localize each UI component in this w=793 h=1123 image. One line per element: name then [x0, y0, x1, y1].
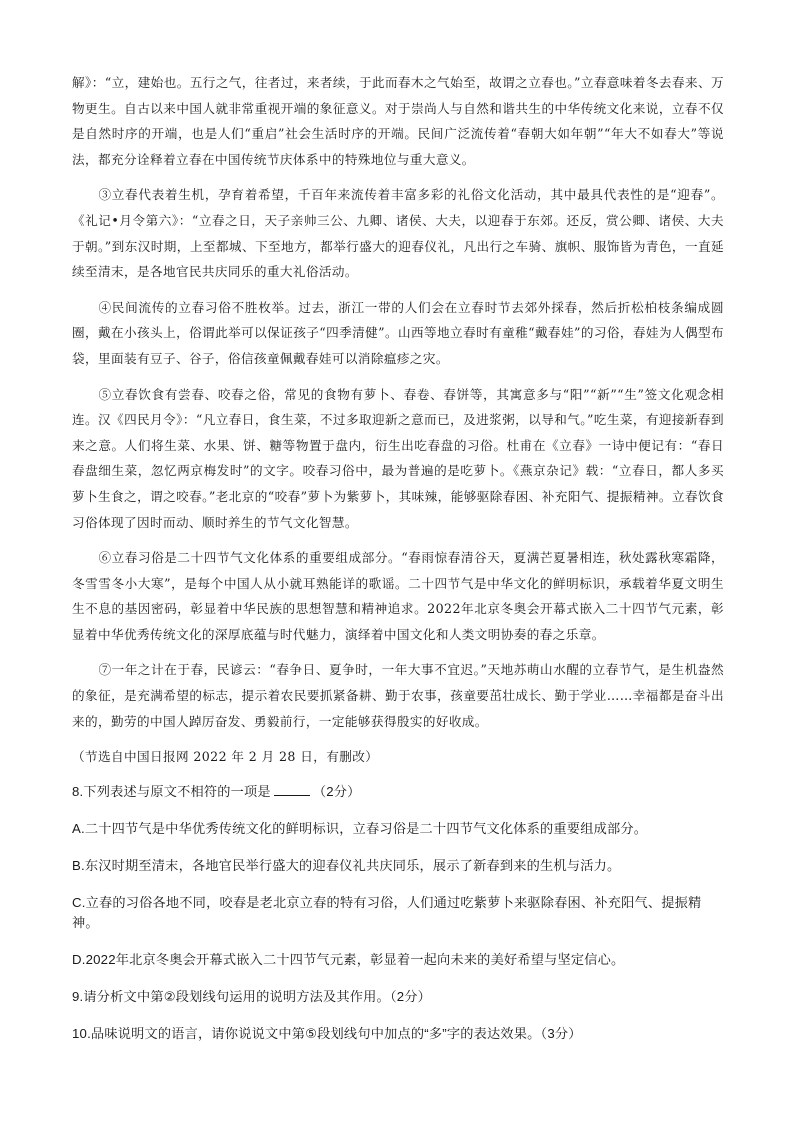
option-c: C.立春的习俗各地不同，咬春是老北京立春的特有习俗，人们通过吃紫萝卜来驱除春困、补充阳气、提振精神。: [72, 894, 702, 930]
option-b: B.东汉时期至清末，各地官民举行盛大的迎春仪礼共庆同乐，展示了新春到来的生机与活力。: [72, 857, 621, 873]
passage-paragraph-7: ⑦一年之计在于春，民谚云：“春争日、夏争时，一年大事不宜迟。”天地苏萌山水醒的立春节气，是生机盎然的象征，是充满希望的标志，提示着农民要抓紧备耕、勤于农事，孩童要茁壮成长、勤于学业……幸福都是奋斗出来的，勤劳的中国人踔厉奋发、勇毅前行，一定能够获得殷实的好收成。: [72, 662, 724, 729]
question-9: 9.请分析文中第②段划线句运用的说明方法及其作用。（2分）: [72, 988, 432, 1004]
passage: [72, 70, 724, 770]
questions: [72, 782, 724, 1044]
passage-paragraph-4: ④民间流传的立春习俗不胜枚举。过去，浙江一带的人们会在立春时节去郊外採春，然后折松柏枝条编成圆圈，戴在小孩头上，俗谓此举可以保证孩子“四季清健”。山西等地立春时有童稚“戴春娃”的习俗，春娃为人偶型布袋，里面装有豆子、谷子，俗信孩童佩戴春娃可以消除瘟疹之灾。: [72, 299, 724, 366]
question-8-stem: 8.下列表述与原文不相符的一项是: [72, 783, 271, 799]
option-d: D.2022年北京冬奥会开幕式嵌入二十四节气元素，彰显着一起向未来的美好希望与坚定信心。: [72, 951, 625, 967]
answer-blank[interactable]: [274, 783, 310, 796]
passage-paragraph-5: ⑤立春饮食有尝春、咬春之俗，常见的食物有萝卜、春卷、春饼等，其寓意多与“阳”“新”“生”签文化观念相连。汉《四民月令》：“凡立春日，食生菜，不过多取迎新之意而已，及进浆粥，以导和气。”吃生菜，有迎接新春到来之意。人们将生菜、水果、饼、糖等物置于盘内，衍生出吃春盘的习俗。杜甫在《立春》一诗中便记有：“春日春盘细生菜，忽忆两京梅发时”的文字。咬春习俗中，最为普遍的是吃萝卜。《燕京杂记》载：“立春日，都人多买萝卜生食之，谓之咬春。”老北京的“咬春”萝卜为紫萝卜，其味辣，能够驱除春困、补充阳气、提振精神。立春饮食习俗体现了因时而动、顺时养生的节气文化智慧。: [72, 386, 724, 530]
document-page: [72, 70, 724, 1061]
passage-source: （节选自中国日报网 2022 年 2 月 28 日，有删改）: [72, 749, 379, 765]
passage-paragraph-6: ⑥立春习俗是二十四节气文化体系的重要组成部分。“春雨惊春清谷天，夏满芒夏暑相连，秋处露秋寒霜降，冬雪雪冬小大寒”，是每个中国人从小就耳熟能详的歌谣。二十四节气是中华文化的鲜明标识，承载着华夏文明生生不息的基因密码，彰显着中华民族的思想智慧和精神追求。2022年北京冬奥会开幕式嵌入二十四节气元素，彰显着中华优秀传统文化的深厚底蕴与时代魅力，演绎着中国文化和人类文明协奏的春之乐章。: [72, 550, 724, 642]
question-8: [72, 782, 724, 802]
question-8-score: （2分）: [312, 783, 361, 799]
passage-paragraph-2-continued: 解》：“立，建始也。五行之气，往者过，来者续，于此而春木之气始至，故谓之立春也。”立春意味着冬去春来、万物更生。自古以来中国人就非常重视开端的象征意义。对于崇尚人与自然和谐共生的中华传统文化来说，立春不仅是自然时序的开端，也是人们“重启”社会生活时序的开端。民间广泛流传着“春朝大如年朝”“年大不如春大”等说法，都充分诠释着立春在中国传统节庆体系中的特殊地位与重大意义。: [72, 75, 724, 167]
option-a: A.二十四节气是中华优秀传统文化的鲜明标识，立春习俗是二十四节气文化体系的重要组成部分。: [72, 820, 648, 836]
question-10: 10.品味说明文的语言，请你说说文中第⑤段划线句中加点的“多”字的表达效果。（3分）: [72, 1025, 582, 1041]
passage-paragraph-3: ③立春代表着生机，孕育着希望，千百年来流传着丰富多彩的礼俗文化活动，其中最具代表性的是“迎春”。《礼记•月令第六》：“立春之日，天子亲帅三公、九卿、诸侯、大夫，以迎春于东郊。还反，赏公卿、诸侯、大夫于朝。”到东汉时期，上至都城、下至地方，都举行盛大的迎春仪礼，凡出行之车骑、旗帜、服饰皆为青色，一直延续至清末，是各地官民共庆同乐的重大礼俗活动。: [72, 187, 724, 280]
